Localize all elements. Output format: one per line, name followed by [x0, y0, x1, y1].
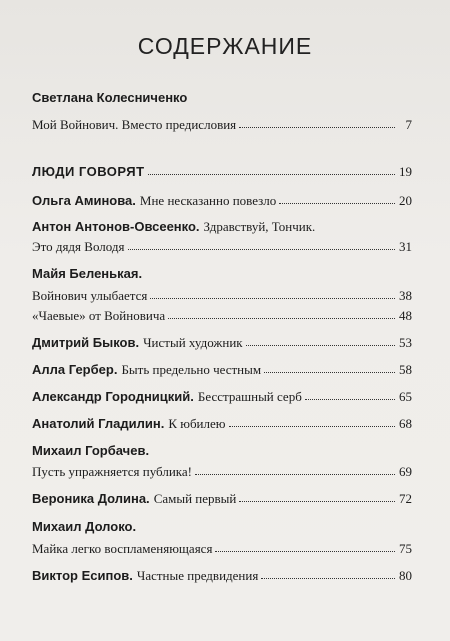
- toc-author: Светлана Колесниченко: [32, 90, 188, 105]
- toc-entry: [32, 219, 412, 237]
- toc-author: Ольга Аминова.: [32, 193, 136, 208]
- toc-entry-title: Пусть упражняется публика!: [32, 464, 193, 479]
- page-title: СОДЕРЖАНИЕ: [137, 33, 313, 59]
- toc-entry: [32, 464, 412, 482]
- toc-entry-title: «Чаевые» от Войновича: [32, 308, 166, 323]
- dot-leader: [264, 362, 395, 373]
- dot-leader: [215, 541, 395, 552]
- toc-entry-title: К юбилею: [168, 416, 226, 431]
- toc-author: Дмитрий Быков.: [32, 335, 140, 350]
- dot-leader: [261, 568, 395, 579]
- toc-section-title: ЛЮДИ ГОВОРЯТ: [32, 164, 145, 179]
- toc-entry: [32, 308, 412, 326]
- toc-entry-title: Бесстрашный серб: [197, 389, 302, 404]
- toc-page-number: 69: [399, 464, 412, 479]
- toc-page-number: 75: [399, 541, 412, 556]
- toc-page-number: 38: [399, 288, 412, 303]
- dot-leader: [239, 117, 395, 128]
- toc-section: [32, 164, 412, 182]
- toc-page-number: 68: [399, 416, 412, 431]
- toc-entry-title: Войнович улыбается: [32, 288, 148, 303]
- toc-author: Виктор Есипов.: [32, 568, 133, 583]
- toc-page-number: 80: [399, 568, 412, 583]
- toc-entry-title: Частные предвидения: [136, 568, 259, 583]
- toc-author: Майя Беленькая.: [32, 266, 143, 281]
- toc-author: Михаил Горбачев.: [32, 443, 150, 458]
- dot-leader: [148, 164, 395, 175]
- dot-leader: [305, 389, 395, 400]
- toc-author: Александр Городницкий.: [32, 389, 194, 404]
- toc-entry: [32, 288, 412, 306]
- toc-entry: [32, 362, 412, 380]
- toc-entry: [32, 541, 412, 559]
- toc-page-number: 53: [399, 335, 412, 350]
- toc-page-number: 20: [399, 193, 412, 208]
- toc-page-number: 48: [399, 308, 412, 323]
- toc-entry: [32, 193, 412, 211]
- toc-entry-title: Мой Войнович. Вместо предисловия: [32, 117, 237, 132]
- toc-entry: [32, 491, 412, 509]
- toc-entry: [32, 335, 412, 353]
- dot-leader: [195, 464, 395, 475]
- dot-leader: [279, 193, 395, 204]
- toc-author: Вероника Долина.: [32, 491, 150, 506]
- toc-entry-title: Майка легко воспламеняющаяся: [32, 541, 213, 556]
- toc-page-number: 31: [399, 239, 412, 254]
- toc-entry: [32, 389, 412, 407]
- toc-page-number: 65: [399, 389, 412, 404]
- dot-leader: [128, 239, 396, 250]
- toc-author: Алла Гербер.: [32, 362, 118, 377]
- toc-entry: [32, 117, 412, 135]
- toc-page-number: 7: [405, 117, 412, 132]
- dot-leader: [150, 288, 395, 299]
- toc-page-number: 72: [399, 491, 412, 506]
- dot-leader: [168, 308, 395, 319]
- toc-entry-title: Это дядя Володя: [32, 239, 125, 254]
- toc-entry: [32, 416, 412, 434]
- toc-entry-title: Мне несказанно повезло: [139, 193, 277, 208]
- toc-page-number: 58: [399, 362, 412, 377]
- toc-author: Михаил Долоко.: [32, 519, 137, 534]
- toc-entry: [32, 239, 412, 257]
- dot-leader: [246, 335, 395, 346]
- toc-entry-title: Чистый художник: [143, 335, 243, 350]
- toc-entry-title: Быть предельно честным: [121, 362, 262, 377]
- toc-author: Антон Антонов-Овсеенко.: [32, 219, 200, 234]
- dot-leader: [239, 491, 395, 502]
- toc-author: Анатолий Гладилин.: [32, 416, 165, 431]
- dot-leader: [229, 416, 396, 427]
- toc-page-number: 19: [399, 164, 412, 179]
- toc-entry: [32, 568, 412, 586]
- toc-entry-title: Здравствуй, Тончик.: [203, 219, 316, 234]
- toc-entry-title: Самый первый: [153, 491, 237, 506]
